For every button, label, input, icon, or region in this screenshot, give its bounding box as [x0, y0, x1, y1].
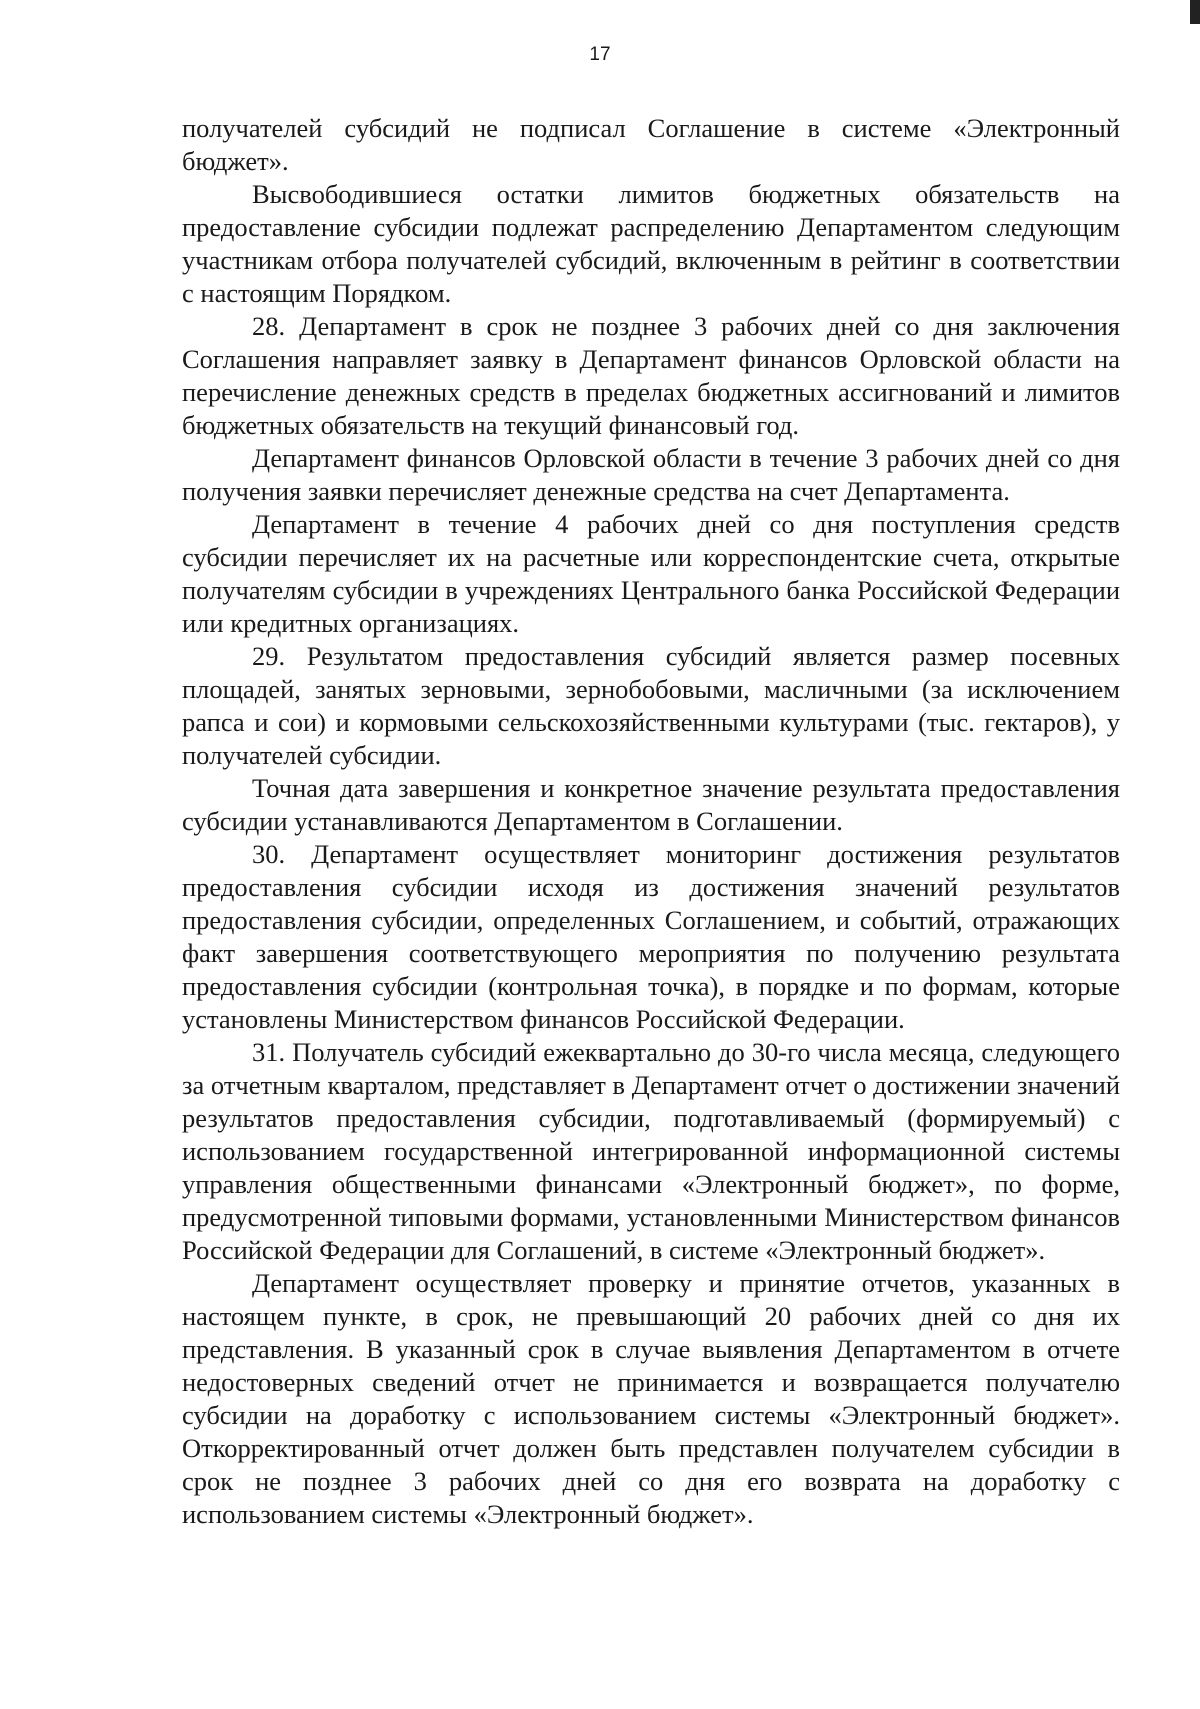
paragraph-finance-transfer: Департамент финансов Орловской области в течение 3 рабочих дней со дня получения заявки перечисляет денежные средства на счет Департамента.: [182, 443, 1120, 506]
paragraph-result-date: Точная дата завершения и конкретное значение результата предоставления субсидии устанавливаются Департаментом в Соглашении.: [182, 773, 1120, 836]
paragraph-clause-29: 29. Результатом предоставления субсидий является размер посевных площадей, занятых зерновыми, зернобобовыми, масличными (за исключением рапса и сои) и кормовыми сельскохозяйственными культурами (тыс. гектаров), у получателей субсидии.: [182, 641, 1120, 770]
page-number: 17: [589, 44, 611, 65]
paragraph-subsidy-transfer: Департамент в течение 4 рабочих дней со дня поступления средств субсидии перечисляет их на расчетные или корреспондентские счета, открытые получателям субсидии в учреждениях Центрального банка Российской Федерации или кредитных организациях.: [182, 509, 1120, 638]
document-body: [182, 112, 1120, 1531]
paragraph-report-check: Департамент осуществляет проверку и принятие отчетов, указанных в настоящем пункте, в срок, не превышающий 20 рабочих дней со дня их представления. В указанный срок в случае выявления Департаментом в отчете недостоверных сведений отчет не принимается и возвращается получателю субсидии на доработку с использованием системы «Электронный бюджет». Откорректированный отчет должен быть представлен получателем субсидии в срок не позднее 3 рабочих дней со дня его возврата на доработку с использованием системы «Электронный бюджет».: [182, 1268, 1120, 1529]
paragraph-clause-30: 30. Департамент осуществляет мониторинг достижения результатов предоставления субсидии исходя из достижения значений результатов предоставления субсидии, определенных Соглашением, и событий, отражающих факт завершения соответствующего мероприятия по получению результата предоставления субсидии (контрольная точка), в порядке и по формам, которые установлены Министерством финансов Российской Федерации.: [182, 839, 1120, 1034]
paragraph-clause-31: 31. Получатель субсидий ежеквартально до 30-го числа месяца, следующего за отчетным кварталом, представляет в Департамент отчет о достижении значений результатов предоставления субсидии, подготавливаемый (формируемый) с использованием государственной интегрированной информационной системы управления общественными финансами «Электронный бюджет», по форме, предусмотренной типовыми формами, установленными Министерством финансов Российской Федерации для Соглашений, в системе «Электронный бюджет».: [182, 1037, 1120, 1265]
paragraph-continued: получателей субсидий не подписал Соглашение в системе «Электронный бюджет».: [182, 113, 1120, 176]
paragraph-released-limits: Высвободившиеся остатки лимитов бюджетных обязательств на предоставление субсидии подлежат распределению Департаментом следующим участникам отбора получателей субсидий, включенным в рейтинг в соответствии с настоящим Порядком.: [182, 179, 1120, 308]
scan-edge-mark: [1190, 0, 1200, 24]
paragraph-clause-28: 28. Департамент в срок не позднее 3 рабочих дней со дня заключения Соглашения направляет заявку в Департамент финансов Орловской области на перечисление денежных средств в пределах бюджетных ассигнований и лимитов бюджетных обязательств на текущий финансовый год.: [182, 311, 1120, 440]
